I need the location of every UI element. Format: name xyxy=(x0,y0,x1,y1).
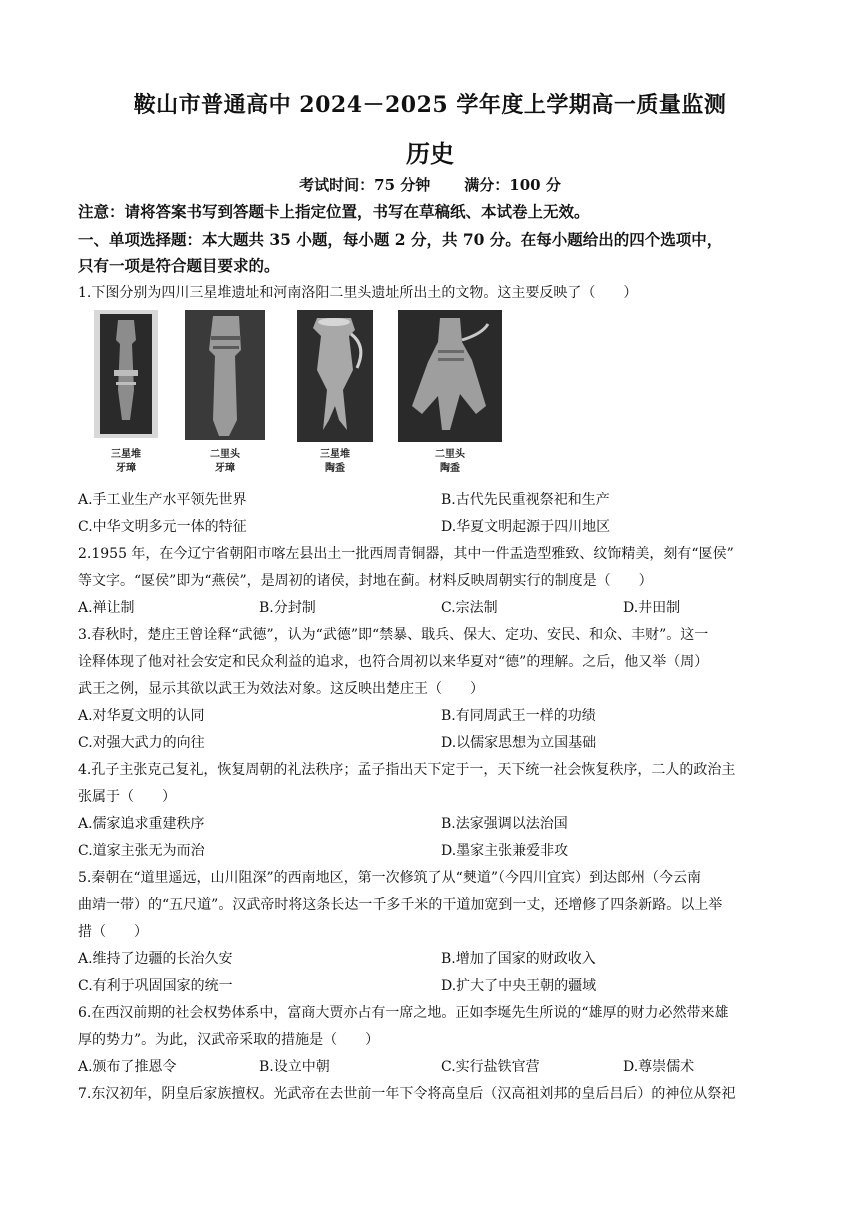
yazhang-sanxingdui-icon xyxy=(94,310,158,438)
q2-option-b[interactable]: B.分封制 xyxy=(259,600,316,616)
caption-1 xyxy=(96,448,156,476)
q3-option-b[interactable]: B.有同周武王一样的功绩 xyxy=(441,708,596,724)
caption-2 xyxy=(195,448,255,476)
caption-2-item: 牙璋 xyxy=(215,463,235,474)
question-5-stem-1: 5.秦朝在“道里遥远，山川阻深”的西南地区，第一次修筑了从“僰道”（今四川宜宾）到达郎州（今云南 xyxy=(78,870,701,886)
caption-4 xyxy=(420,448,480,476)
q1-option-a[interactable]: A.手工业生产水平领先世界 xyxy=(78,492,247,508)
q4-option-a[interactable]: A.儒家追求重建秩序 xyxy=(78,816,205,832)
q3-option-d[interactable]: D.以儒家思想为立国基础 xyxy=(441,735,597,751)
question-5-stem-2: 曲靖一带）的“五尺道”。汉武帝时将这条长达一千多千米的干道加宽到一丈，还增修了四条新路。以上举 xyxy=(78,897,723,913)
caption-1-site: 三星堆 xyxy=(111,449,141,460)
q6-option-b[interactable]: B.设立中朝 xyxy=(259,1059,330,1075)
q5-option-c[interactable]: C.有利于巩固国家的统一 xyxy=(78,978,233,994)
question-2-stem-1: 2.1955 年，在今辽宁省朝阳市喀左县出土一批西周青铜器，其中一件盂造型雅致、纹饰精美，刻有“匽侯” xyxy=(78,546,734,562)
q6-option-d[interactable]: D.尊崇儒术 xyxy=(623,1059,695,1075)
exam-title: 鞍山市普通高中 2024－2025 学年度上学期高一质量监测 xyxy=(133,92,727,118)
section-heading-line1: 一、单项选择题：本大题共 35 小题，每小题 2 分，共 70 分。在每小题给出的四个选项中， xyxy=(78,230,723,249)
he-vessel-sanxingdui-icon xyxy=(297,310,373,442)
question-2-stem-2: 等文字。“匽侯”即为“燕侯”，是周初的诸侯，封地在蓟。材料反映周朝实行的制度是（ ） xyxy=(78,573,653,589)
question-6-stem-1: 6.在西汉前期的社会权势体系中，富商大贾亦占有一席之地。正如李埏先生所说的“雄厚的财力必然带来雄 xyxy=(78,1005,729,1021)
q1-option-d[interactable]: D.华夏文明起源于四川地区 xyxy=(441,519,611,535)
q4-option-d[interactable]: D.墨家主张兼爱非攻 xyxy=(441,843,569,859)
yazhang-erlitou-icon xyxy=(185,310,265,440)
he-vessel-erlitou-icon xyxy=(398,310,502,442)
caption-4-item: 陶盉 xyxy=(440,463,460,474)
question-1-stem: 1.下图分别为四川三星堆遗址和河南洛阳二里头遗址所出土的文物。这主要反映了（ ） xyxy=(78,285,638,301)
question-3-stem-2: 诠释体现了他对社会安定和民众利益的追求，也符合周初以来华夏对“德”的理解。之后，他又举（周） xyxy=(78,654,709,670)
question-3-stem-1: 3.春秋时，楚庄王曾诠释“武德”，认为“武德”即“禁暴、戢兵、保大、定功、安民、和众、丰财”。这一 xyxy=(78,627,709,643)
caption-3 xyxy=(305,448,365,476)
q5-option-d[interactable]: D.扩大了中央王朝的疆域 xyxy=(441,978,597,994)
q2-option-d[interactable]: D.井田制 xyxy=(623,600,681,616)
exam-time: 考试时间：75 分钟 xyxy=(299,176,431,194)
notice: 注意：请将答案书写到答题卡上指定位置，书写在草稿纸、本试卷上无效。 xyxy=(78,202,590,221)
full-score: 满分：100 分 xyxy=(464,176,561,194)
question-4-stem-2: 张属于（ ） xyxy=(78,789,176,805)
section-heading-line2: 只有一项是符合题目要求的。 xyxy=(78,256,280,275)
question-5-stem-3: 措（ ） xyxy=(78,924,148,940)
question-3-stem-3: 武王之例，显示其欲以武王为效法对象。这反映出楚庄王（ ） xyxy=(78,681,484,697)
artifact-image-1 xyxy=(94,310,158,442)
question-7-stem-1: 7.东汉初年，阴皇后家族擅权。光武帝在去世前一年下令将高皇后（汉高祖刘邦的皇后吕后）的神位从祭祀 xyxy=(78,1086,736,1102)
question-4-stem-1: 4.孔子主张克己复礼，恢复周朝的礼法秩序；孟子指出天下定于一，天下统一社会恢复秩序，二人的政治主 xyxy=(78,762,736,778)
caption-3-item: 陶盉 xyxy=(325,463,345,474)
artifact-image-3 xyxy=(297,310,373,446)
artifact-image-4 xyxy=(398,310,502,446)
q3-option-c[interactable]: C.对强大武力的向往 xyxy=(78,735,205,751)
q6-option-c[interactable]: C.实行盐铁官营 xyxy=(441,1059,540,1075)
q4-option-c[interactable]: C.道家主张无为而治 xyxy=(78,843,205,859)
q5-option-b[interactable]: B.增加了国家的财政收入 xyxy=(441,951,596,967)
q4-option-b[interactable]: B.法家强调以法治国 xyxy=(441,816,568,832)
subject-title: 历史 xyxy=(406,139,454,168)
caption-1-item: 牙璋 xyxy=(116,463,136,474)
artifact-image-2 xyxy=(185,310,265,444)
caption-3-site: 三星堆 xyxy=(320,449,350,460)
caption-4-site: 二里头 xyxy=(435,449,465,460)
caption-2-site: 二里头 xyxy=(210,449,240,460)
q1-option-c[interactable]: C.中华文明多元一体的特征 xyxy=(78,519,247,535)
exam-meta xyxy=(0,174,860,195)
q2-option-c[interactable]: C.宗法制 xyxy=(441,600,498,616)
question-6-stem-2: 厚的势力”。为此，汉武帝采取的措施是（ ） xyxy=(78,1032,380,1048)
q5-option-a[interactable]: A.维持了边疆的长治久安 xyxy=(78,951,233,967)
q3-option-a[interactable]: A.对华夏文明的认同 xyxy=(78,708,205,724)
q1-option-b[interactable]: B.古代先民重视祭祀和生产 xyxy=(441,492,610,508)
q6-option-a[interactable]: A.颁布了推恩令 xyxy=(78,1059,177,1075)
q2-option-a[interactable]: A.禅让制 xyxy=(78,600,135,616)
